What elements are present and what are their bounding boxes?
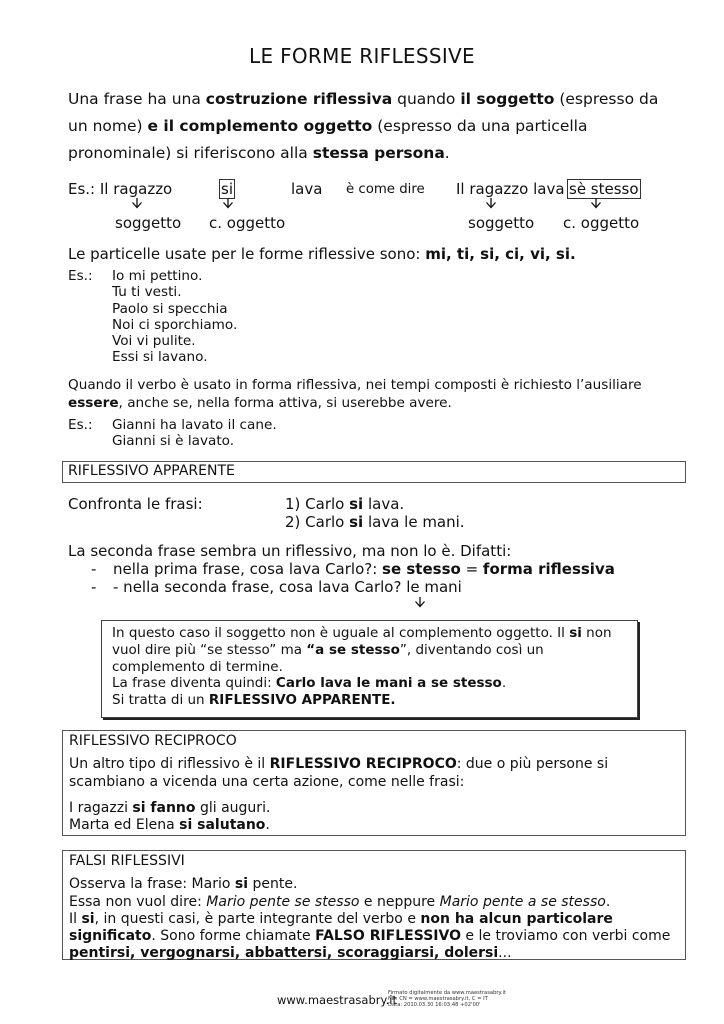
examples2-list: [112, 268, 237, 366]
falsi-text: . Sono forme chiamate: [151, 928, 316, 945]
frase-text: lava le mani.: [363, 513, 465, 531]
frase-text: lava.: [363, 495, 405, 513]
label-c-oggetto: c. oggetto: [209, 214, 286, 232]
arrow-down-icon: [131, 197, 143, 209]
info-bold: si: [569, 625, 582, 641]
signature-line: ND: CN = www.maestrasabry.it, C = IT: [388, 996, 488, 1002]
list-item: Gianni si è lavato.: [112, 433, 235, 450]
falsi-italic: Mario pente se stesso: [206, 893, 360, 910]
example1-lava: lava: [291, 180, 323, 198]
list-item: Gianni ha lavato il cane.: [112, 417, 277, 433]
bullet-text: nella prima frase, cosa lava Carlo?:: [113, 560, 383, 578]
label-soggetto: soggetto: [468, 214, 535, 232]
seconda-frase-text: La seconda frase sembra un riflessivo, ma non lo è. Difatti:: [68, 542, 512, 560]
intro-text: .: [444, 144, 450, 162]
frase-1: [285, 495, 404, 513]
signature-line: Data: 2010.03.30 16:03:48 +02'00': [388, 1002, 481, 1008]
reciproco-text: .: [265, 817, 270, 834]
intro-text: quando: [392, 90, 461, 108]
falsi-text: pente.: [248, 876, 298, 893]
list-item: Tu ti vesti.: [112, 284, 182, 301]
footer-site[interactable]: www.maestrasabry.it: [277, 993, 398, 1007]
bullet-bold: se stesso: [382, 560, 461, 578]
bullet-text: =: [460, 560, 483, 578]
section-header-apparente: RIFLESSIVO APPARENTE: [62, 461, 686, 483]
example1-right-text: Il ragazzo lava: [456, 180, 565, 198]
frase-2: [285, 513, 465, 531]
reciproco-bold: si salutano: [179, 817, 266, 834]
arrow-down-icon: [414, 596, 426, 608]
ausiliare-text: Quando il verbo è usato in forma riflessiva, nei tempi composti è richiesto l’ausiliare: [68, 377, 642, 393]
info-bold: Carlo lava le mani a se stesso: [275, 675, 502, 692]
list-item: Voi vi pulite.: [112, 333, 196, 350]
falsi-bold: non ha alcun particolare significato: [69, 910, 613, 945]
falsi-text: .: [605, 893, 611, 910]
bullet-2: - nella seconda frase, cosa lava Carlo? le mani: [113, 578, 462, 596]
frase-bold: si: [349, 513, 364, 531]
falsi-text: Osserva la frase: Mario: [69, 876, 235, 893]
bullet-dash: -: [91, 578, 97, 596]
info-box-apparente: [101, 620, 638, 718]
ausiliare-paragraph: [68, 377, 642, 412]
info-text: ”, diventando così un complemento di termine.: [112, 641, 544, 675]
list-item: Paolo si specchia: [112, 300, 228, 317]
falsi-text: ...: [498, 945, 512, 962]
list-item: Essi si lavano.: [112, 349, 208, 366]
bullet-bold: forma riflessiva: [482, 560, 615, 578]
frase-bold: si: [349, 495, 364, 513]
info-text: non vuol dire più “se stesso” ma: [112, 625, 612, 658]
reciproco-text: gli auguri.: [195, 799, 271, 816]
examples3-label: Es.:: [68, 417, 93, 433]
particelle-text: Le particelle usate per le forme riflessive sono:: [68, 245, 426, 263]
reciproco-text: I ragazzi: [69, 799, 133, 816]
falsi-text: Essa non vuol dire:: [69, 893, 207, 910]
digital-signature: [388, 990, 506, 1008]
info-text: Si tratta di un: [112, 692, 209, 709]
particelle-bold: mi, ti, si, ci, vi, si.: [425, 245, 576, 263]
falsi-text: Il: [69, 910, 82, 927]
info-text: .: [501, 675, 507, 692]
particelle-line: [68, 245, 576, 263]
examples3-list: [112, 417, 277, 450]
reciproco-text: Marta ed Elena: [69, 817, 180, 834]
section-header-reciproco: RIFLESSIVO RECIPROCO: [69, 733, 237, 749]
frase-text: 2) Carlo: [285, 513, 350, 531]
frase-text: 1) Carlo: [285, 495, 350, 513]
arrow-down-icon: [485, 197, 497, 209]
ausiliare-text: , anche se, nella forma attiva, si userebbe avere.: [118, 394, 452, 411]
label-c-oggetto: c. oggetto: [563, 214, 640, 232]
intro-text: (espresso da un nome): [68, 90, 659, 135]
intro-text: (espresso da una particella pronominale) si riferiscono alla: [68, 117, 588, 162]
list-item: Noi ci sporchiamo.: [112, 316, 238, 333]
falsi-bold: pentirsi, vergognarsi, abbattersi, scoraggiarsi, dolersi: [69, 945, 499, 962]
list-item: Io mi pettino.: [112, 268, 203, 284]
example1-si: si: [221, 180, 233, 198]
falsi-text: , in questi casi, è parte integrante del verbo e: [94, 910, 421, 927]
signature-line: Firmato digitalmente da www.maestrasabry.it: [388, 990, 506, 996]
arrow-down-icon: [222, 197, 234, 209]
intro-paragraph: [68, 86, 668, 167]
example1-label: Es.: Il ragazzo: [68, 180, 173, 198]
bullet-dash: -: [91, 560, 97, 578]
example1-come-dire: è come dire: [346, 182, 425, 197]
bullet-1: [113, 560, 615, 578]
page-title: LE FORME RIFLESSIVE: [249, 44, 475, 68]
example1-se-stesso: sè stesso: [569, 180, 639, 198]
falsi-bold: FALSO RIFLESSIVO: [315, 928, 461, 945]
falsi-italic: Mario pente a se stesso: [439, 893, 606, 910]
falsi-text: e neppure: [359, 893, 440, 910]
intro-bold: e il complemento oggetto: [147, 117, 373, 135]
reciproco-bold: RIFLESSIVO RECIPROCO: [269, 756, 457, 773]
examples2-label: Es.:: [68, 268, 93, 284]
intro-text: Una frase ha una: [68, 90, 206, 108]
section-reciproco: [62, 730, 686, 836]
info-text: In questo caso il soggetto non è uguale al complemento oggetto. Il: [112, 625, 570, 641]
reciproco-bold: si fanno: [132, 799, 196, 816]
falsi-bold: si: [234, 876, 249, 893]
intro-bold: stessa persona: [312, 144, 445, 162]
arrow-down-icon: [590, 197, 602, 209]
label-soggetto: soggetto: [115, 214, 182, 232]
info-bold: RIFLESSIVO APPARENTE.: [208, 692, 396, 709]
section-falsi: [62, 850, 686, 960]
intro-bold: il soggetto: [460, 90, 555, 108]
falsi-bold: si: [81, 910, 95, 927]
confronta-label: Confronta le frasi:: [68, 495, 203, 513]
reciproco-text: : due o più persone si scambiano a vicenda una certa azione, come nelle frasi:: [69, 756, 609, 790]
info-text: La frase diventa quindi:: [112, 675, 276, 692]
section-header-falsi: FALSI RIFLESSIVI: [69, 853, 185, 869]
reciproco-text: Un altro tipo di riflessivo è il: [69, 756, 270, 773]
ausiliare-bold: essere: [68, 394, 119, 411]
intro-bold: costruzione riflessiva: [205, 90, 393, 108]
info-bold: “a se stesso: [306, 641, 400, 658]
falsi-text: e le troviamo con verbi come: [460, 928, 671, 945]
